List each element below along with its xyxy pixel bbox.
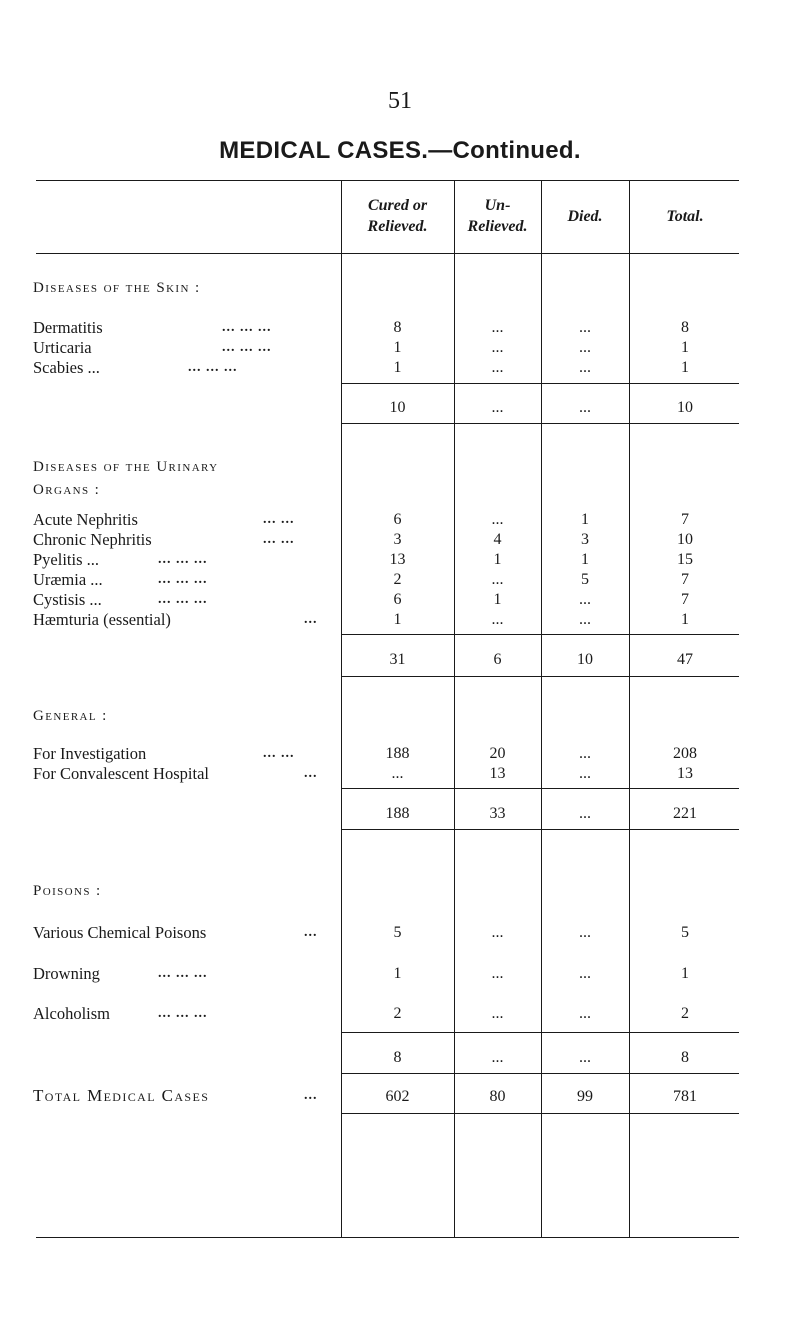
table-cell: ... bbox=[579, 611, 591, 628]
column-header-line: Un- bbox=[484, 197, 511, 214]
leader-dots: ... ... ... bbox=[158, 1006, 208, 1021]
row-label: Various Chemical Poisons bbox=[33, 923, 207, 942]
leader-dots: ... bbox=[304, 925, 318, 940]
subtotal-cell: 221 bbox=[673, 805, 697, 822]
column-header-line: Died. bbox=[567, 208, 603, 225]
table-cell: ... bbox=[391, 765, 404, 782]
section-rule bbox=[341, 829, 739, 830]
section-heading-line: Organs : bbox=[33, 482, 101, 498]
table-cell: 5 bbox=[581, 571, 589, 588]
table-cell: ... bbox=[579, 359, 591, 376]
table-cell: ... bbox=[579, 339, 591, 356]
grand-total-label: Total Medical Cases bbox=[33, 1086, 210, 1105]
table-cell: 1 bbox=[393, 611, 402, 628]
leader-dots: ... ... ... bbox=[158, 552, 208, 567]
table-cell: 7 bbox=[681, 511, 689, 528]
table-cell: ... bbox=[491, 611, 504, 628]
column-header-line: Relieved. bbox=[467, 218, 528, 235]
row-label: Scabies ... bbox=[33, 358, 100, 377]
table-cell: 3 bbox=[581, 531, 589, 548]
section-heading-line: Diseases of the Urinary bbox=[33, 459, 219, 475]
subtotal-cell: 31 bbox=[389, 651, 406, 668]
table-cell: ... bbox=[579, 745, 591, 762]
table-cell: 8 bbox=[393, 319, 402, 336]
row-label: Uræmia ... bbox=[33, 570, 103, 589]
table-cell: 2 bbox=[681, 1005, 689, 1022]
table-cell: 2 bbox=[393, 571, 402, 588]
leader-dots: ... ... ... bbox=[158, 966, 208, 981]
section-rule bbox=[341, 423, 739, 424]
table-cell: ... bbox=[491, 319, 504, 336]
row-label: For Investigation bbox=[33, 744, 147, 763]
row-label: Pyelitis ... bbox=[33, 550, 100, 569]
header-rule-bottom bbox=[36, 253, 739, 254]
column-header-total bbox=[629, 206, 741, 227]
row-label: Acute Nephritis bbox=[33, 510, 138, 529]
table-cell: 3 bbox=[393, 531, 402, 548]
subtotal-cell: 6 bbox=[493, 651, 502, 668]
footer-rule bbox=[36, 1237, 739, 1238]
leader-dots: ... ... ... bbox=[222, 320, 272, 335]
subtotal-rule bbox=[341, 634, 739, 635]
leader-dots: ... ... bbox=[263, 532, 295, 547]
row-label: Urticaria bbox=[33, 338, 92, 357]
subtotal-cell: ... bbox=[579, 805, 591, 822]
table-cell: 1 bbox=[493, 591, 502, 608]
table-cell: 4 bbox=[493, 531, 502, 548]
leader-dots: ... bbox=[304, 1088, 318, 1103]
grand-total-cell: 781 bbox=[673, 1088, 697, 1105]
table-cell: ... bbox=[491, 924, 504, 941]
leader-dots: ... ... ... bbox=[222, 340, 272, 355]
leader-dots: ... ... bbox=[263, 512, 295, 527]
table-cell: 1 bbox=[681, 965, 689, 982]
table-cell: 7 bbox=[681, 571, 689, 588]
section-heading-urinary bbox=[33, 456, 219, 502]
leader-dots: ... bbox=[304, 612, 318, 627]
leader-dots: ... ... bbox=[263, 746, 295, 761]
table-cell: ... bbox=[579, 924, 591, 941]
table-cell: 1 bbox=[581, 511, 589, 528]
grand-total-rule bbox=[341, 1113, 739, 1114]
column-header-line: Total. bbox=[666, 208, 704, 225]
subtotal-cell: 47 bbox=[677, 651, 693, 668]
table-cell: 6 bbox=[393, 511, 402, 528]
table-cell: 8 bbox=[681, 319, 689, 336]
subtotal-cell: 10 bbox=[577, 651, 593, 668]
table-cell: ... bbox=[491, 571, 504, 588]
table-cell: 13 bbox=[389, 551, 406, 568]
row-label: Chronic Nephritis bbox=[33, 530, 152, 549]
page-title: MEDICAL CASES.—Continued. bbox=[219, 137, 581, 164]
table-cell: 2 bbox=[393, 1005, 402, 1022]
table-cell: 13 bbox=[489, 765, 506, 782]
table-cell: ... bbox=[579, 591, 591, 608]
table-cell: ... bbox=[579, 765, 591, 782]
section-heading-general: General : bbox=[33, 708, 108, 724]
table-cell: ... bbox=[491, 1005, 504, 1022]
table-cell: ... bbox=[491, 359, 504, 376]
leader-dots: ... bbox=[304, 766, 318, 781]
subtotal-cell: 8 bbox=[393, 1049, 402, 1066]
row-label: Drowning bbox=[33, 964, 100, 983]
column-header-died bbox=[541, 206, 629, 227]
section-heading-poisons: Poisons : bbox=[33, 883, 102, 899]
row-label: Dermatitis bbox=[33, 318, 103, 337]
subtotal-rule bbox=[341, 1032, 739, 1033]
table-cell: 1 bbox=[681, 359, 689, 376]
subtotal-cell: ... bbox=[579, 1049, 591, 1066]
subtotal-rule bbox=[341, 383, 739, 384]
section-heading-skin: Diseases of the Skin : bbox=[33, 280, 201, 296]
leader-dots: ... ... ... bbox=[188, 360, 238, 375]
subtotal-cell: 10 bbox=[677, 399, 693, 416]
table-cell: ... bbox=[579, 319, 591, 336]
subtotal-cell: 33 bbox=[489, 805, 506, 822]
table-cell: 1 bbox=[681, 339, 689, 356]
table-cell: 1 bbox=[393, 339, 402, 356]
leader-dots: ... ... ... bbox=[158, 592, 208, 607]
subtotal-cell: ... bbox=[491, 399, 504, 416]
table-cell: 7 bbox=[681, 591, 689, 608]
subtotal-cell: ... bbox=[491, 1049, 504, 1066]
row-label: Cystisis ... bbox=[33, 590, 102, 609]
subtotal-cell: 8 bbox=[681, 1049, 689, 1066]
grand-total-cell: 80 bbox=[489, 1088, 506, 1105]
subtotal-rule bbox=[341, 788, 739, 789]
table-cell: 1 bbox=[393, 965, 402, 982]
table-cell: 1 bbox=[581, 551, 589, 568]
table-cell: 6 bbox=[393, 591, 402, 608]
table-cell: 5 bbox=[681, 924, 689, 941]
table-cell: 5 bbox=[393, 924, 402, 941]
page-number: 51 bbox=[388, 88, 412, 114]
table-cell: 1 bbox=[393, 359, 402, 376]
section-rule bbox=[341, 676, 739, 677]
table-cell: ... bbox=[579, 965, 591, 982]
table-cell: 15 bbox=[677, 551, 693, 568]
table-cell: ... bbox=[579, 1005, 591, 1022]
table-cell: 13 bbox=[677, 765, 693, 782]
column-header-line: Cured or bbox=[367, 197, 428, 214]
row-label: Hæmturia (essential) bbox=[33, 610, 171, 629]
row-label: Alcoholism bbox=[33, 1004, 110, 1023]
table-cell: 1 bbox=[681, 611, 689, 628]
column-header-unrelieved bbox=[454, 195, 541, 237]
grand-total-cell: 602 bbox=[385, 1088, 410, 1105]
table-cell: ... bbox=[491, 339, 504, 356]
row-label: For Convalescent Hospital bbox=[33, 764, 209, 783]
subtotal-cell: ... bbox=[579, 399, 591, 416]
table-cell: ... bbox=[491, 511, 504, 528]
grand-total-cell: 99 bbox=[577, 1088, 593, 1105]
leader-dots: ... ... ... bbox=[158, 572, 208, 587]
table-cell: ... bbox=[491, 965, 504, 982]
section-rule bbox=[341, 1073, 739, 1074]
table-cell: 208 bbox=[673, 745, 697, 762]
subtotal-cell: 188 bbox=[385, 805, 410, 822]
table-cell: 10 bbox=[677, 531, 693, 548]
subtotal-cell: 10 bbox=[389, 399, 406, 416]
table-cell: 20 bbox=[489, 745, 506, 762]
table-cell: 188 bbox=[385, 745, 410, 762]
header-rule-top bbox=[36, 180, 739, 181]
table-cell: 1 bbox=[493, 551, 502, 568]
column-header-line: Relieved. bbox=[367, 218, 428, 235]
column-header-cured bbox=[341, 195, 454, 237]
